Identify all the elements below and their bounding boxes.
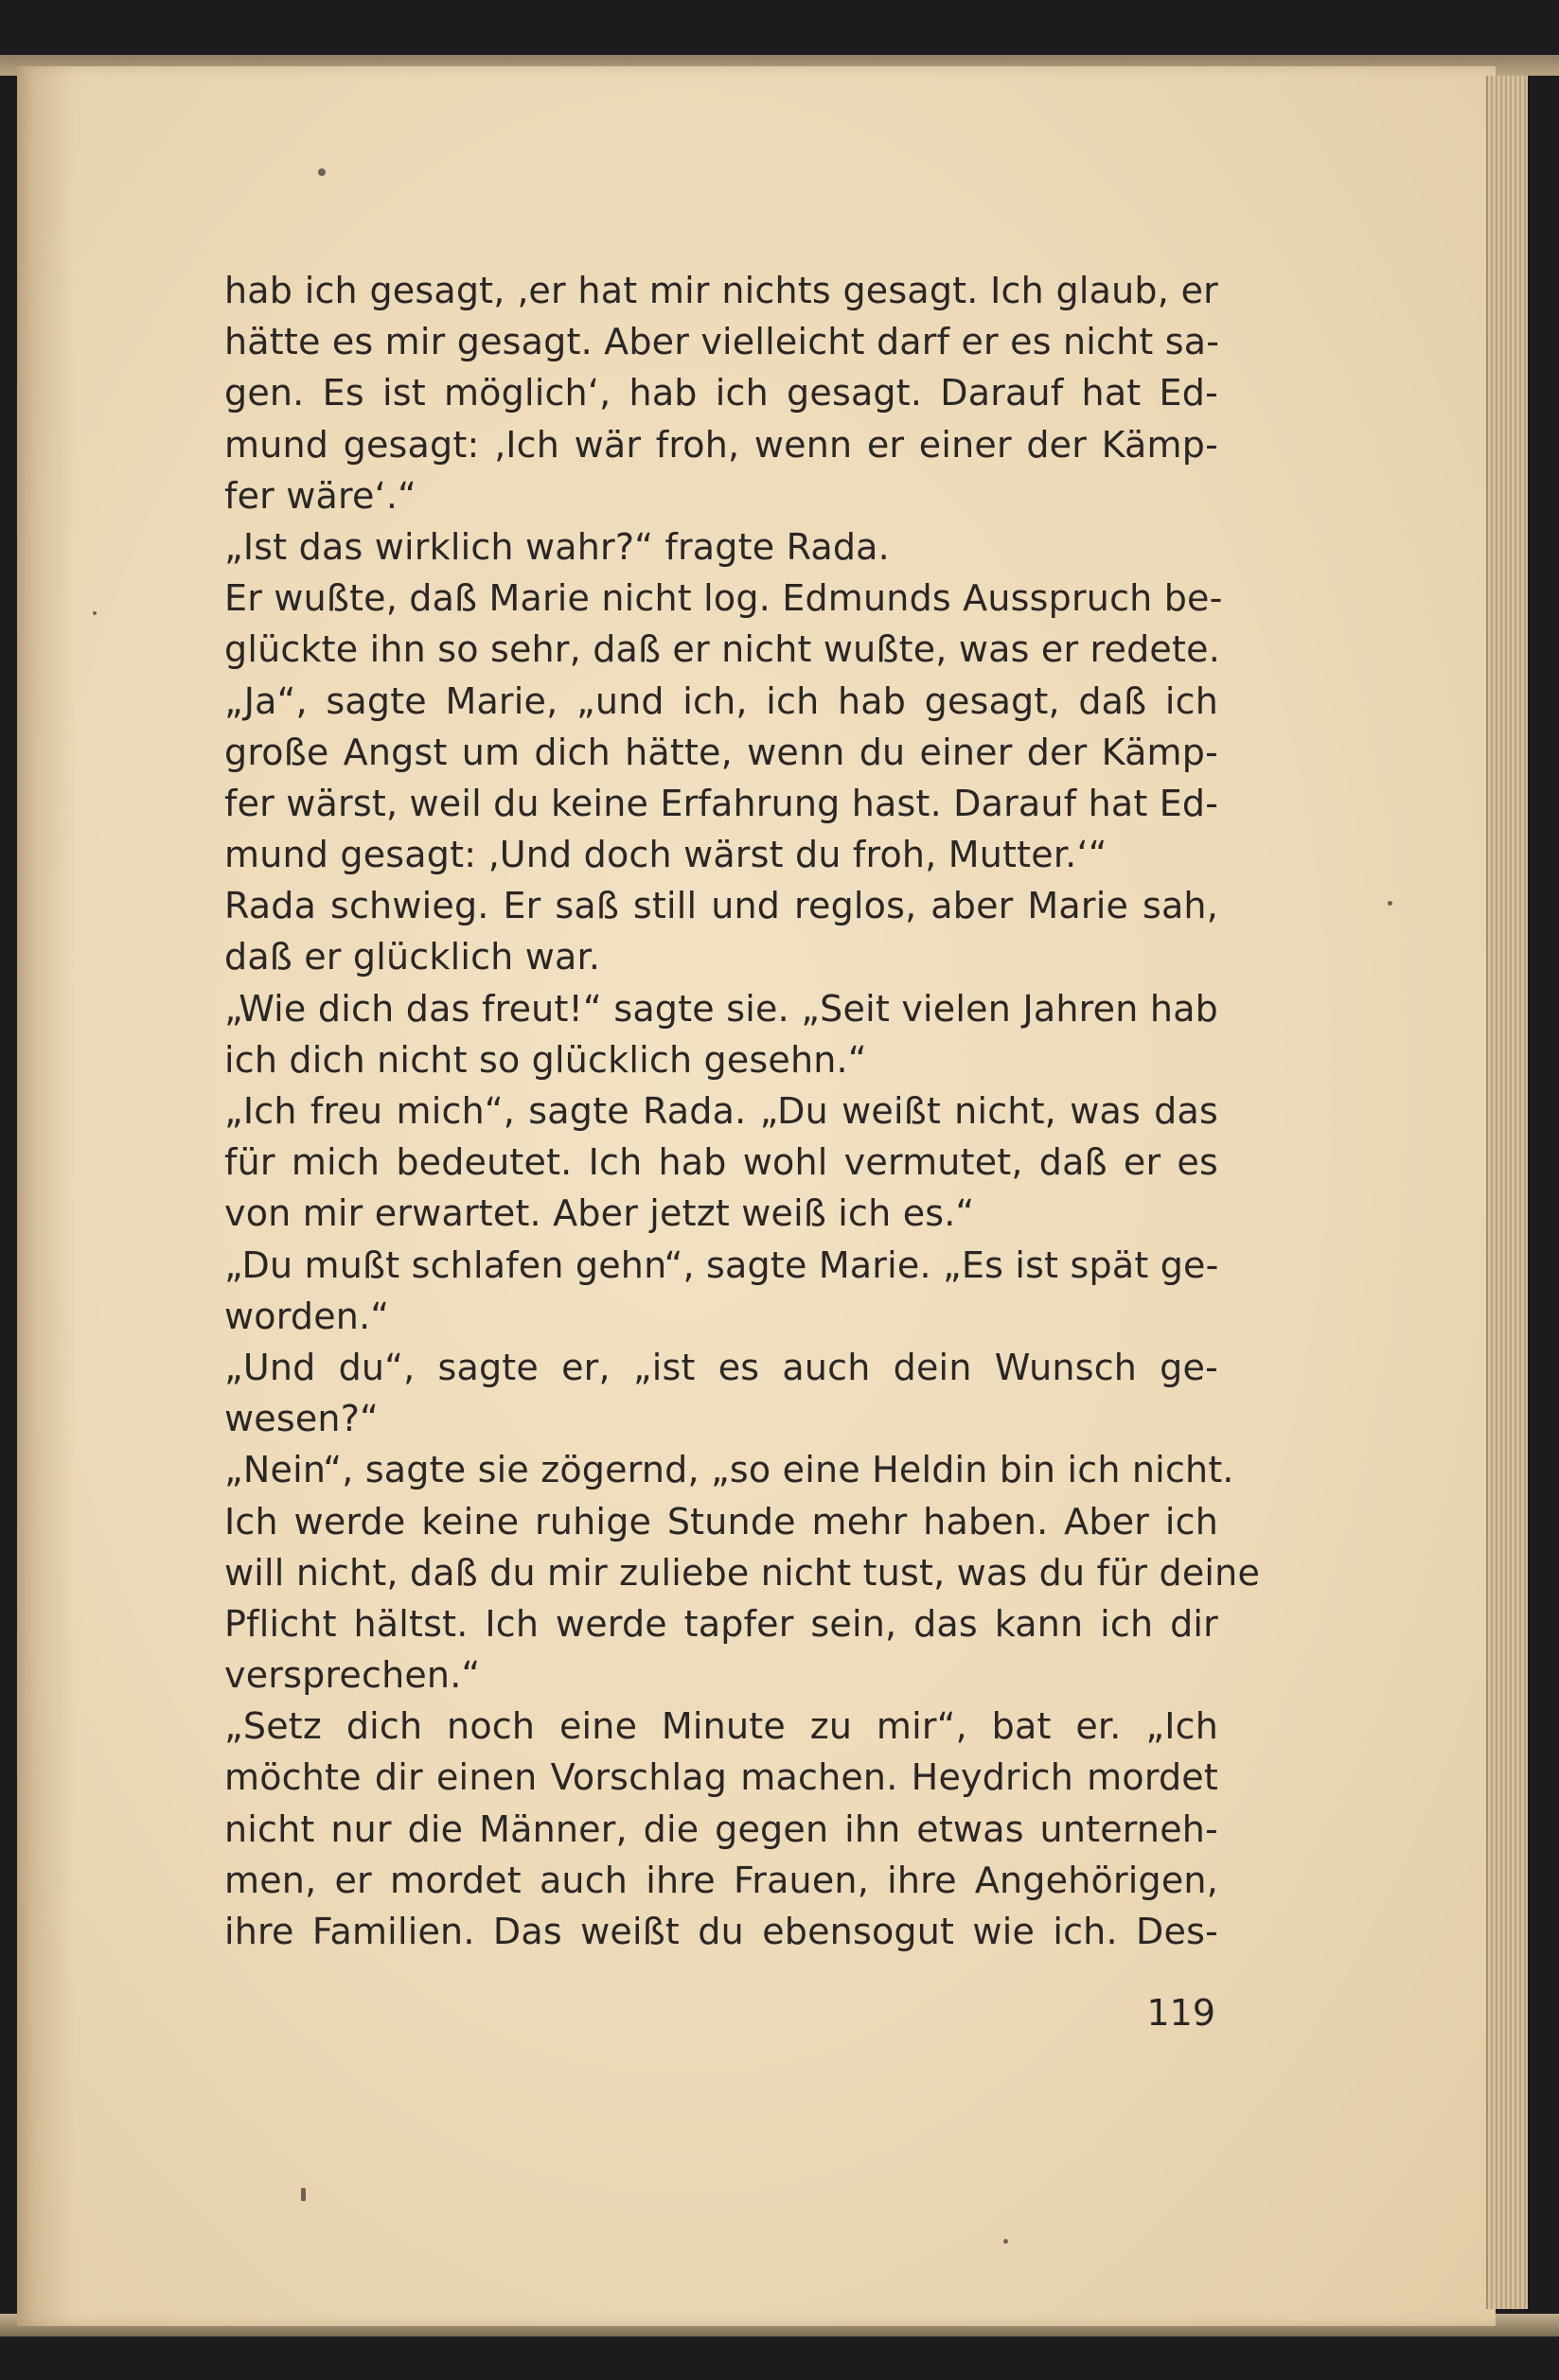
text-line: mund gesagt: ‚Und doch wärst du froh, Mutter.‘“ <box>224 834 1107 876</box>
text-line: „Nein“, sagte sie zögernd, „so eine Heldin bin ich nicht. <box>224 1449 1234 1491</box>
text-line: Ich werde keine ruhige Stunde mehr haben. Aber ich <box>224 1500 1218 1543</box>
text-line: worden.“ <box>224 1295 390 1337</box>
text-line: „Ja“, sagte Marie, „und ich, ich hab gesagt, daß ich <box>224 679 1218 722</box>
text-line: fer wäre‘.“ <box>224 474 417 517</box>
text-line: „Setz dich noch eine Minute zu mir“, bat er. „Ich <box>224 1705 1218 1748</box>
body-text <box>224 265 1261 1957</box>
text-line: ihre Familien. Das weißt du ebensogut wie ich. Des- <box>224 1911 1218 1952</box>
text-line: gen. Es ist möglich‘, hab ich gesagt. Darauf hat Ed- <box>224 372 1218 414</box>
text-line: für mich bedeutet. Ich hab wohl vermutet, daß er es <box>224 1141 1218 1184</box>
text-line: „Ich freu mich“, sagte Rada. „Du weißt nicht, was das <box>224 1090 1218 1132</box>
page-gutter-shadow <box>17 66 76 2326</box>
text-line: „Du mußt schlafen gehn“, sagte Marie. „Es ist spät ge- <box>224 1243 1219 1286</box>
text-line: men, er mordet auch ihre Frauen, ihre Angehörigen, <box>224 1859 1218 1901</box>
paper-speck <box>301 2188 306 2201</box>
paper-speck <box>1003 2239 1008 2244</box>
text-line: fer wärst, weil du keine Erfahrung hast. Darauf hat Ed- <box>224 782 1219 824</box>
text-line: große Angst um dich hätte, wenn du einer der Kämp- <box>224 731 1218 773</box>
text-line: wesen?“ <box>224 1398 379 1440</box>
page-number: 119 <box>1146 1992 1215 2034</box>
page-stack-edges <box>1486 76 1528 2309</box>
text-line: mund gesagt: ‚Ich wär froh, wenn er einer der Kämp- <box>224 423 1218 466</box>
text-line: Rada schwieg. Er saß still und reglos, aber Marie sah, <box>224 885 1218 927</box>
text-line: will nicht, daß du mir zuliebe nicht tust, was du für deine <box>224 1551 1261 1594</box>
text-line: versprechen.“ <box>224 1654 481 1697</box>
paper-speck <box>1388 901 1392 906</box>
paper-speck <box>318 168 326 176</box>
text-line: Er wußte, daß Marie nicht log. Edmunds Ausspruch be- <box>224 577 1223 620</box>
text-line: hätte es mir gesagt. Aber vielleicht darf er es nicht sa- <box>224 321 1220 363</box>
text-line: von mir erwartet. Aber jetzt weiß ich es.“ <box>224 1192 975 1235</box>
text-line: ich dich nicht so glücklich gesehn.“ <box>224 1038 867 1081</box>
text-line: hab ich gesagt, ‚er hat mir nichts gesagt. Ich glaub, er <box>224 270 1218 311</box>
text-line: „Ist das wirklich wahr?“ fragte Rada. <box>224 525 890 568</box>
text-line: glückte ihn so sehr, daß er nicht wußte, was er redete. <box>224 628 1220 671</box>
text-line: nicht nur die Männer, die gegen ihn etwas unterneh- <box>224 1807 1218 1850</box>
text-line: daß er glücklich war. <box>224 936 601 978</box>
text-line: „Wie dich das freut!“ sagte sie. „Seit vielen Jahren hab <box>224 987 1218 1030</box>
text-line: „Und du“, sagte er, „ist es auch dein Wunsch ge- <box>224 1346 1218 1388</box>
text-line: möchte dir einen Vorschlag machen. Heydrich mordet <box>224 1756 1218 1799</box>
text-line: Pflicht hältst. Ich werde tapfer sein, das kann ich dir <box>224 1602 1218 1645</box>
paper-speck <box>93 611 97 615</box>
